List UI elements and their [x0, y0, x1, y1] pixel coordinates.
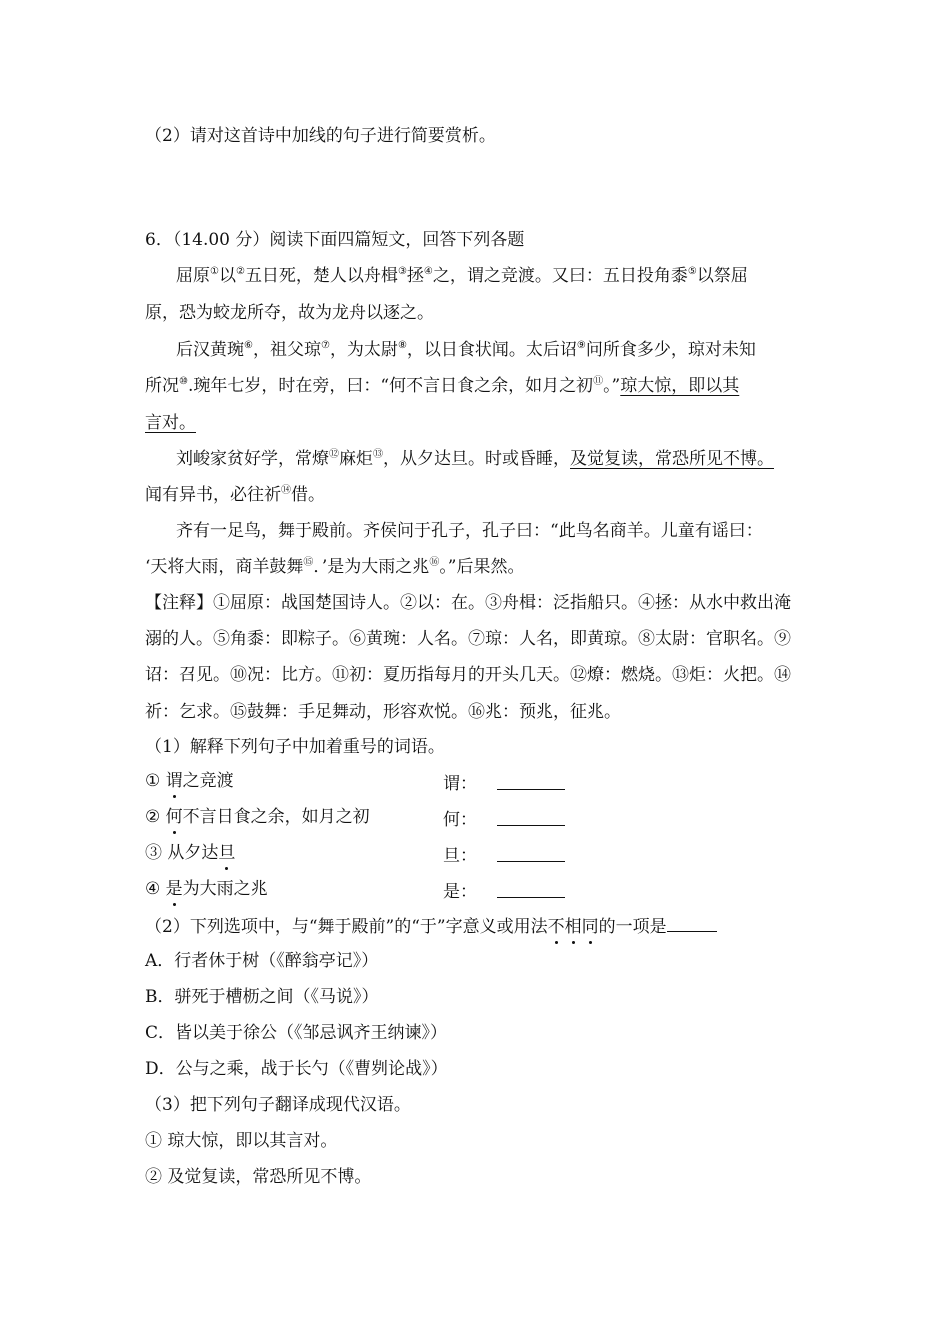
q5-part2: （2）请对这首诗中加线的句子进行简要赏析。 — [145, 126, 496, 146]
passage-2-line-2: 所况⑩.琬年七岁，时在旁，曰：“何不言日食之余，如月之初⑪。”琼大惊，即以其 — [145, 376, 740, 396]
passage-1-line-1: 屈原①以②五日死，楚人以舟楫③拯④之，谓之竞渡。又曰：五日投角黍⑤以祭屈 — [176, 266, 748, 286]
footnote-ref: ⑨ — [576, 340, 586, 351]
passage-2-line-3 — [145, 411, 196, 435]
answer-blank[interactable] — [497, 879, 565, 898]
vocab-label: 旦： — [443, 846, 477, 866]
passage-3-line-2: 闻有异书，必往祈⑭借。 — [145, 485, 325, 505]
passage-4-line-2: ‘天将大雨，商羊鼓舞⑮．’是为大雨之兆⑯。”后果然。 — [145, 557, 525, 577]
vocab-label: 何： — [443, 810, 477, 830]
answer-blank[interactable] — [497, 771, 565, 790]
option-a[interactable]: A．行者休于树（《醉翁亭记》） — [145, 951, 379, 971]
option-d[interactable]: D．公与之乘，战于长勺（《曹刿论战》） — [145, 1059, 448, 1079]
footnote-ref: ⑧ — [397, 340, 407, 351]
passage-4-line-1: 齐有一足鸟，舞于殿前。齐侯问于孔子，孔子曰：“此鸟名商羊。儿童有谣曰： — [176, 521, 763, 541]
notes-line-4: 祈：乞求。⑮鼓舞：手足舞动，形容欢悦。⑯兆：预兆，征兆。 — [145, 702, 621, 722]
passage-1-line-2: 原，恐为蛟龙所夺，故为龙舟以逐之。 — [145, 303, 434, 323]
emphasis-dot-char: 不 — [547, 917, 565, 937]
footnote-ref: ⑬ — [373, 449, 383, 460]
vocab-label: 是： — [443, 882, 477, 902]
emphasis-dot-char: 谓 — [165, 771, 183, 791]
translate-item: ① 琼大惊，即以其言对。 — [145, 1131, 338, 1151]
footnote-ref: ④ — [423, 266, 433, 277]
option-b[interactable]: B．骈死于槽枥之间（《马说》） — [145, 987, 379, 1007]
answer-blank[interactable] — [497, 843, 565, 862]
notes-line-3: 诏：召见。⑩况：比方。⑪初：夏历指每月的开头几天。⑫燎：燃烧。⑬炬：火把。⑭ — [145, 665, 791, 685]
passage-2-line-1: 后汉黄琬⑥，祖父琼⑦，为太尉⑧，以日食状闻。太后诏⑨问所食多少，琼对未知 — [176, 340, 756, 360]
subquestion-3-title: （3）把下列句子翻译成现代汉语。 — [145, 1095, 411, 1115]
vocab-label: 谓： — [443, 774, 477, 794]
vocab-item: ④ 是为大雨之兆 — [145, 879, 268, 899]
underlined-sentence: 琼大惊，即以其 — [620, 376, 740, 396]
translate-item: ② 及觉复读，常恐所见不博。 — [145, 1167, 372, 1187]
notes-line-2: 溺的人。⑤角黍：即粽子。⑥黄琬：人名。⑦琼：人名，即黄琼。⑧太尉：官职名。⑨ — [145, 629, 791, 649]
emphasis-dot-char: 相 — [564, 917, 582, 937]
underlined-sentence: 及觉复读，常恐所见不博。 — [570, 449, 774, 469]
footnote-ref: ⑮ — [303, 557, 314, 568]
emphasis-dot-char: 是 — [165, 879, 183, 899]
subquestion-1-title: （1）解释下列句子中加着重号的词语。 — [145, 737, 445, 757]
underlined-sentence: 言对。 — [145, 413, 196, 433]
vocab-item: ① 谓之竞渡 — [145, 771, 234, 791]
notes-line-1: 【注释】①屈原：战国楚国诗人。②以：在。③舟楫：泛指船只。④拯：从水中救出淹 — [145, 593, 791, 613]
footnote-ref: ⑫ — [329, 449, 339, 460]
footnote-ref: ⑯ — [429, 557, 440, 568]
footnote-ref: ⑪ — [593, 376, 604, 387]
footnote-ref: ⑦ — [320, 340, 330, 351]
footnote-ref: ⑤ — [687, 266, 697, 277]
emphasis-dot-char: 旦 — [218, 843, 236, 863]
subquestion-2-stem: （2）下列选项中，与“舞于殿前”的“于”字意义或用法不相同的一项是 — [145, 913, 717, 939]
answer-blank[interactable] — [667, 913, 717, 932]
footnote-ref: ⑩ — [179, 376, 188, 387]
emphasis-dot-char: 何 — [165, 807, 183, 827]
passage-3-line-1: 刘峻家贫好学，常燎⑫麻炬⑬，从夕达旦。时或昏睡，及觉复读，常恐所见不博。 — [176, 449, 774, 469]
footnote-ref: ⑭ — [281, 485, 291, 496]
footnote-ref: ① — [210, 266, 219, 277]
option-c[interactable]: C．皆以美于徐公（《邹忌讽齐王纳谏》） — [145, 1023, 448, 1043]
footnote-ref: ③ — [397, 266, 407, 277]
vocab-item: ③ 从夕达旦 — [145, 843, 236, 863]
vocab-item: ② 何不言日食之余，如月之初 — [145, 807, 370, 827]
emphasis-dot-char: 同 — [581, 917, 599, 937]
question-6-header: 6．（14.00 分）阅读下面四篇短文，回答下列各题 — [145, 230, 525, 250]
answer-blank[interactable] — [497, 807, 565, 826]
footnote-ref: ② — [235, 266, 245, 277]
footnote-ref: ⑥ — [244, 340, 253, 351]
